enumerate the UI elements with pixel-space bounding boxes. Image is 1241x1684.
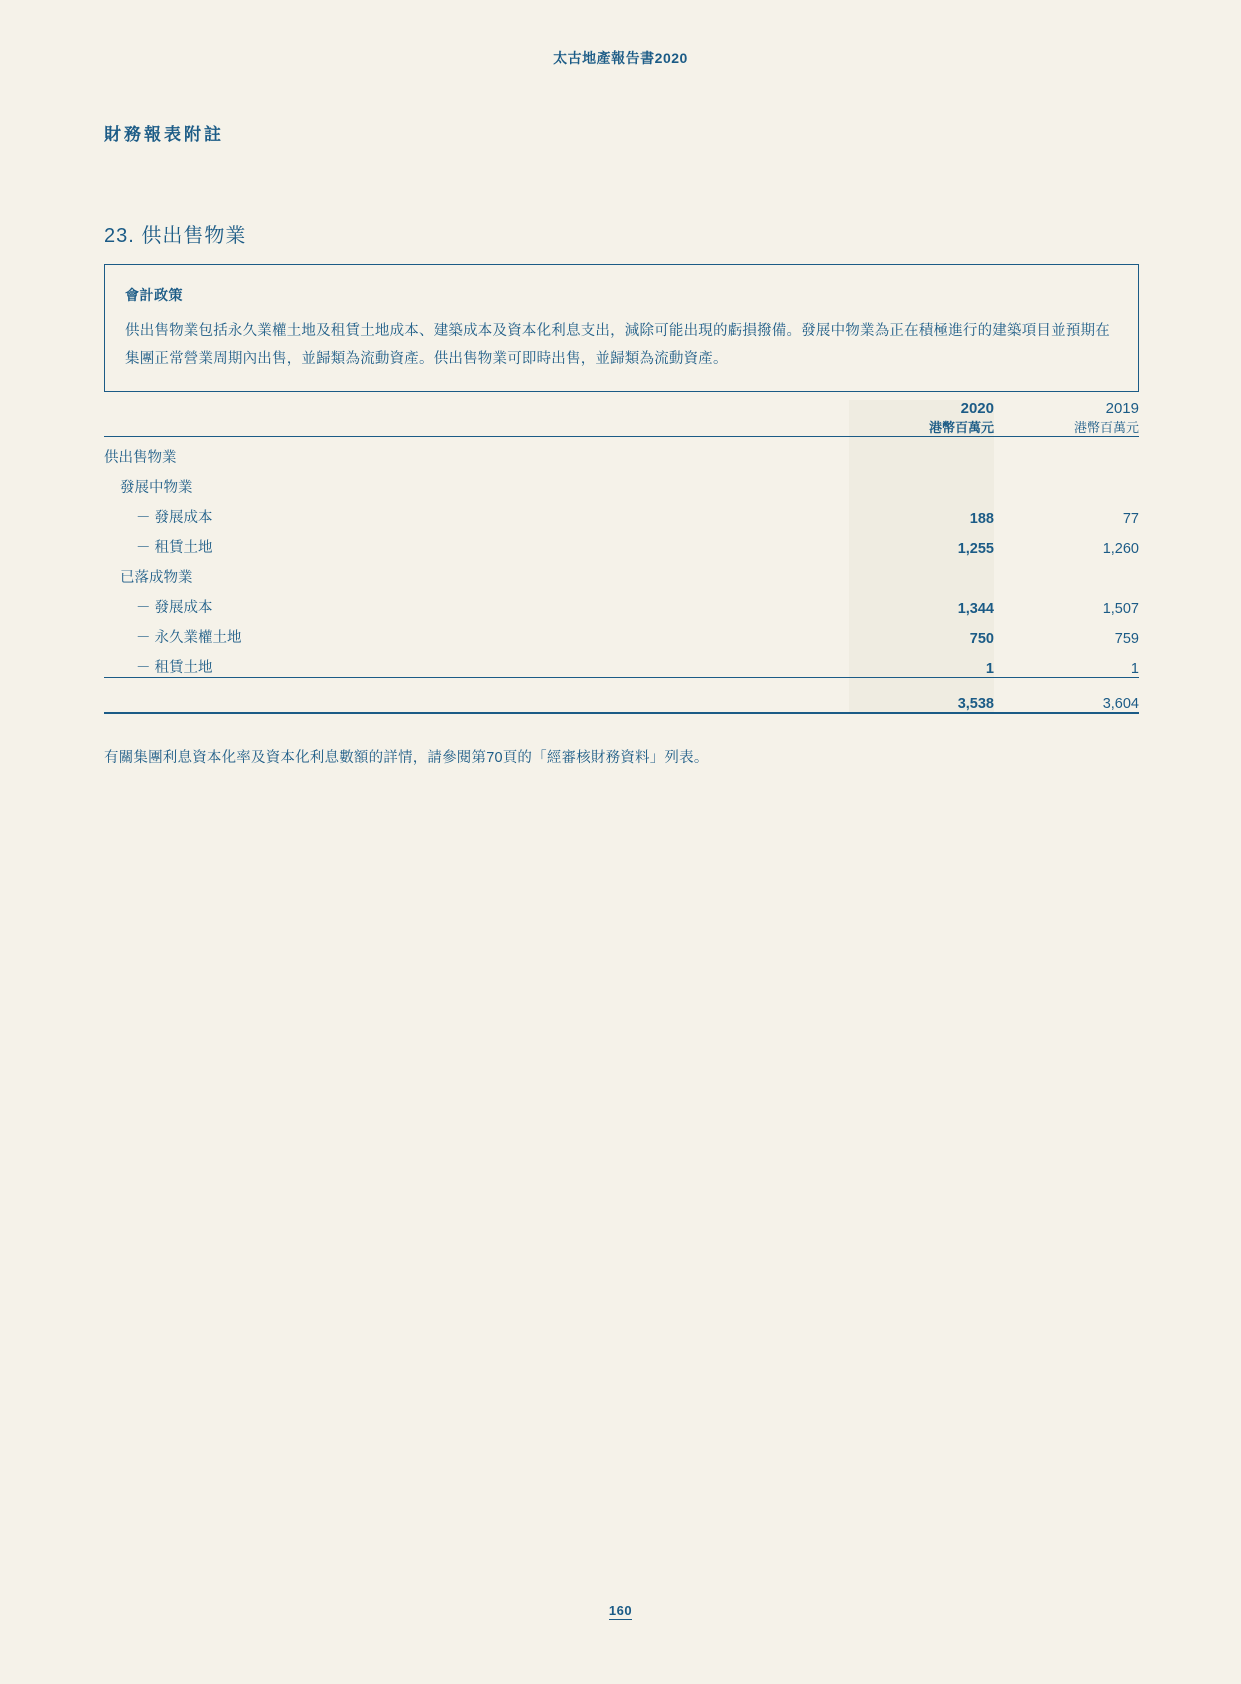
row-value-2020 — [849, 557, 994, 587]
row-label: － 發展成本 — [136, 510, 213, 526]
table-header-year-row — [104, 400, 1139, 417]
total-value-2019: 3,604 — [994, 678, 1139, 714]
table-header-unit-blank — [104, 417, 849, 436]
row-value-2020: 1,255 — [849, 527, 994, 557]
row-value-2020: 1,344 — [849, 587, 994, 617]
row-value-2019 — [994, 557, 1139, 587]
total-value-2020: 3,538 — [849, 678, 994, 714]
bottom-rule-cell-2020 — [849, 713, 994, 714]
row-value-2019 — [994, 467, 1139, 497]
note-footnote: 有關集團利息資本化率及資本化利息數額的詳情，請參閱第70頁的「經審核財務資料」列表。 — [104, 750, 709, 766]
row-value-2019: 77 — [1122, 511, 1139, 527]
row-value-2020: 1 — [849, 647, 994, 678]
table-row — [104, 647, 1139, 678]
accounting-policy-text: 供出售物業包括永久業權土地及租賃土地成本、建築成本及資本化利息支出，減除可能出現的虧損撥備。發展中物業為正在積極進行的建築項目並預期在集團正常營業周期內出售，並歸類為流動資產。供出售物業可即時出售，並歸類為流動資產。 — [125, 323, 1110, 367]
row-value-2019: 1 — [1130, 661, 1139, 677]
row-value-2019: 1,260 — [1102, 541, 1139, 557]
accounting-policy-heading: 會計政策 — [125, 287, 183, 303]
row-label: 發展中物業 — [120, 480, 193, 496]
row-label: － 租賃土地 — [136, 540, 213, 556]
row-value-2019: 1,507 — [1102, 601, 1139, 617]
properties-for-sale-table — [104, 400, 1139, 714]
note-title: 23. 供出售物業 — [104, 225, 247, 247]
row-label: － 租賃土地 — [136, 660, 213, 676]
column-header-unit-2019: 港幣百萬元 — [1073, 420, 1139, 435]
column-header-unit-2020: 港幣百萬元 — [849, 417, 994, 436]
total-label — [104, 678, 849, 714]
row-label: 已落成物業 — [120, 570, 193, 586]
row-value-2020: 188 — [849, 497, 994, 527]
table-total-row — [104, 678, 1139, 714]
column-header-year-2019: 2019 — [1105, 400, 1139, 417]
table-header-blank — [104, 400, 849, 417]
table-row — [104, 437, 1139, 468]
row-value-2020 — [849, 437, 994, 468]
bottom-rule-cell-2019 — [994, 713, 1139, 714]
financial-table-wrap — [104, 400, 1139, 714]
table-row — [104, 617, 1139, 647]
row-value-2020: 750 — [849, 617, 994, 647]
table-row — [104, 497, 1139, 527]
column-header-year-2020: 2020 — [849, 400, 994, 417]
page-number — [0, 1603, 1241, 1618]
table-row — [104, 557, 1139, 587]
page-number-value: 160 — [608, 1603, 633, 1618]
row-label: － 發展成本 — [136, 600, 213, 616]
accounting-policy-box — [104, 264, 1139, 392]
table-bottom-rule — [104, 713, 1139, 714]
row-value-2019 — [994, 437, 1139, 468]
row-value-2020 — [849, 467, 994, 497]
row-value-2019: 759 — [1114, 631, 1139, 647]
table-row — [104, 467, 1139, 497]
row-label: 供出售物業 — [104, 450, 177, 466]
bottom-rule-cell-label — [104, 713, 849, 714]
table-row — [104, 527, 1139, 557]
row-label: － 永久業權土地 — [136, 630, 242, 646]
table-row — [104, 587, 1139, 617]
table-header-unit-row — [104, 417, 1139, 436]
running-header: 太古地產報告書2020 — [553, 50, 688, 66]
section-heading: 財務報表附註 — [104, 125, 224, 144]
